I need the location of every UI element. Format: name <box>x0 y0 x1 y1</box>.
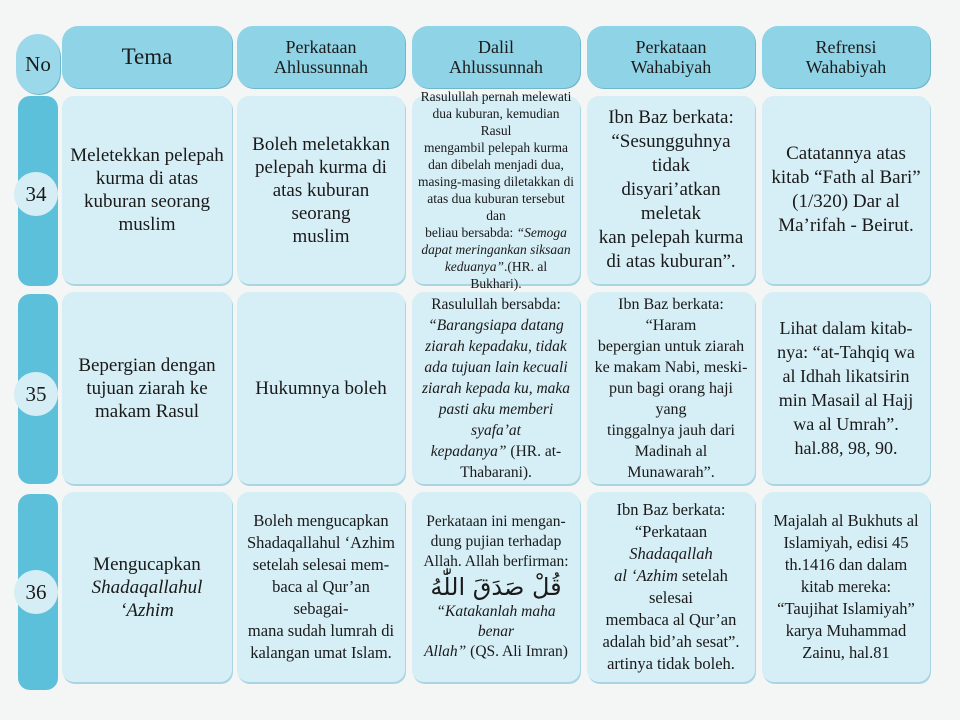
tema-cell <box>62 96 232 284</box>
header-label: Ahlussunnah <box>449 57 543 77</box>
text-line: hal.88, 98, 90. <box>794 438 898 458</box>
text-line: karya Muhammad <box>785 621 907 640</box>
text-line: Allah. Allah berfirman: <box>423 553 569 570</box>
text-line: Meletekkan pelepah <box>70 145 224 166</box>
dalil-cell <box>412 492 580 682</box>
text-line: Ibn Baz berkata: “Haram <box>618 295 724 334</box>
dalil-cell <box>412 89 580 291</box>
header-no <box>16 34 60 94</box>
italic-span: Shadaqallah <box>629 544 713 563</box>
dalil-cell <box>412 292 580 484</box>
tema-cell <box>62 292 232 484</box>
text-line: Perkataan ini mengan- <box>426 513 566 530</box>
text-line: Boleh mengucapkan <box>253 511 389 530</box>
text-line <box>431 441 561 462</box>
row-number <box>14 570 58 614</box>
wahabiyah-cell <box>587 96 755 284</box>
quote-line: pasti aku memberi syafa’at <box>438 400 554 439</box>
quote-span: Allah” <box>424 643 467 660</box>
text-line: mengambil pelepah kurma <box>424 140 568 155</box>
text-span: beliau bersabda: <box>425 225 514 240</box>
text-line: kuburan seorang <box>83 191 211 212</box>
quote-line: ziarah kepadaku, tidak <box>425 337 567 355</box>
wahabiyah-cell <box>587 292 755 484</box>
text-line: Bepergian dengan <box>78 354 216 376</box>
text-line <box>593 521 749 565</box>
quote-span: kepadanya” <box>430 442 507 460</box>
header-tema-label: Tema <box>121 44 173 69</box>
text-line: atas dua kuburan tersebut dan <box>427 191 565 223</box>
row-number-label: 34 <box>25 181 47 206</box>
arabic-verse: قُلْ صَدَقَ اللّٰهُ <box>430 573 562 601</box>
text-line: kurma di atas <box>95 168 199 189</box>
header-label: Ahlussunnah <box>274 57 368 77</box>
text-line: muslim <box>118 214 176 235</box>
header-refrensi-wahabiyah <box>762 26 930 88</box>
tema-cell <box>62 492 232 682</box>
text-line: atas kuburan seorang <box>272 179 370 224</box>
header-label: Perkataan <box>635 37 707 57</box>
italic-line: ‘Azhim <box>120 599 174 621</box>
text-line: Rasulullah pernah melewati <box>420 89 572 104</box>
text-line: baca al Qur’an sebagai- <box>272 577 370 618</box>
citation-span: .(HR. al Bukhari). <box>470 259 548 291</box>
text-line <box>593 565 749 609</box>
ahlussunnah-cell <box>237 492 405 682</box>
text-line: disyari’atkan meletak <box>621 179 721 224</box>
text-line: Ma’rifah - Beirut. <box>778 215 914 236</box>
quote-line: ada tujuan lain kecuali <box>424 358 568 376</box>
refrensi-cell <box>762 492 930 682</box>
header-label: Dalil <box>478 37 514 57</box>
quote-line: “Barangsiapa datang <box>428 316 564 334</box>
text-line: Ibn Baz berkata: <box>616 500 726 519</box>
text-line: dung pujian terhadap <box>430 533 562 550</box>
text-line: th.1416 dan dalam <box>784 555 908 574</box>
header-no-label: No <box>25 52 51 76</box>
text-line <box>424 642 568 662</box>
text-line: di atas kuburan”. <box>606 251 736 272</box>
header-label: Wahabiyah <box>805 57 887 77</box>
text-line: Mengucapkan <box>93 553 201 575</box>
text-line: Madinah al Munawarah”. <box>627 442 715 481</box>
text-line: min Masail al Hajj <box>778 390 914 410</box>
text-line: al Idhah likatsirin <box>782 366 910 386</box>
text-line: makam Rasul <box>95 400 199 422</box>
text-line: mana sudah lumrah di <box>247 621 395 640</box>
text-line: tinggalnya jauh dari <box>607 421 735 439</box>
text-line: pelepah kurma di <box>255 156 387 178</box>
refrensi-cell <box>762 292 930 484</box>
ahlussunnah-cell <box>237 96 405 284</box>
text-line <box>425 224 567 241</box>
text-line: wa al Umrah”. <box>793 414 899 434</box>
text-line: kitab mereka: <box>800 577 892 596</box>
text-line: Majalah al Bukhuts al <box>773 511 919 530</box>
text-span: “Perkataan <box>634 522 708 541</box>
text-line: Hukumnya boleh <box>255 377 387 399</box>
text-line: Lihat dalam kitab- <box>779 318 913 338</box>
text-line: masing-masing diletakkan di <box>418 174 574 189</box>
text-line: dan dibelah menjadi dua, <box>428 157 564 172</box>
header-perkataan-ahlussunnah <box>237 26 405 88</box>
text-line: Islamiyah, edisi 45 <box>783 533 909 552</box>
text-line: (1/320) Dar al <box>792 191 900 212</box>
text-line: Catatannya atas <box>786 143 906 164</box>
refrensi-cell <box>762 96 930 284</box>
text-line: kalangan umat Islam. <box>250 643 392 662</box>
text-line: membaca al Qur’an <box>605 610 737 629</box>
text-line: “Taujihat Islamiyah” <box>777 599 915 618</box>
text-line: Zainu, hal.81 <box>802 643 890 662</box>
text-line: bepergian untuk ziarah <box>597 337 745 355</box>
header-label: Refrensi <box>815 37 877 57</box>
header-label: Wahabiyah <box>630 57 712 77</box>
text-line: Shadaqallahul ‘Azhim <box>246 533 395 552</box>
text-line <box>418 258 574 292</box>
text-line: Rasulullah bersabda: <box>431 295 561 313</box>
text-line: dua kuburan, kemudian Rasul <box>432 106 560 138</box>
wahabiyah-cell <box>587 492 755 682</box>
header-label: Perkataan <box>285 37 357 57</box>
italic-line: Shadaqallahul <box>91 576 203 598</box>
text-line: pun bagi orang haji yang <box>609 379 733 418</box>
text-line: Ibn Baz berkata: <box>608 107 734 128</box>
text-line: ke makam Nabi, meski- <box>594 358 748 376</box>
text-line: tujuan ziarah ke <box>86 377 208 399</box>
italic-span: al ‘Azhim <box>614 566 678 585</box>
quote-line: dapat meringankan siksaan <box>421 242 571 257</box>
row-number-label: 36 <box>25 579 47 604</box>
text-line: kitab “Fath al Bari” <box>771 167 921 188</box>
quote-span: keduanya” <box>444 259 505 274</box>
header-perkataan-wahabiyah <box>587 26 755 88</box>
header-tema <box>62 26 232 88</box>
citation-span: (QS. Ali Imran) <box>466 643 568 660</box>
text-line: artinya tidak boleh. <box>607 654 735 673</box>
text-line: kan pelepah kurma <box>598 227 744 248</box>
header-dalil-ahlussunnah <box>412 26 580 88</box>
text-span: setelah selesai <box>649 566 728 607</box>
text-line: setelah selesai mem- <box>252 555 390 574</box>
text-line: “Sesungguhnya tidak <box>611 131 731 176</box>
row-number <box>14 172 58 216</box>
text-line: nya: “at-Tahqiq wa <box>777 342 915 362</box>
row-number <box>14 372 58 416</box>
row-number-label: 35 <box>25 381 47 406</box>
quote-span: “Semoga <box>516 225 567 240</box>
text-line: muslim <box>292 225 350 247</box>
citation-line: Thabarani). <box>460 463 532 481</box>
text-line: adalah bid’ah sesat”. <box>602 632 740 651</box>
ahlussunnah-cell <box>237 292 405 484</box>
citation-span: (HR. at- <box>506 442 562 460</box>
quote-line: ziarah kepada ku, maka <box>421 379 571 397</box>
quote-line: “Katakanlah maha benar <box>436 603 556 640</box>
text-line: Boleh meletakkan <box>252 133 390 155</box>
